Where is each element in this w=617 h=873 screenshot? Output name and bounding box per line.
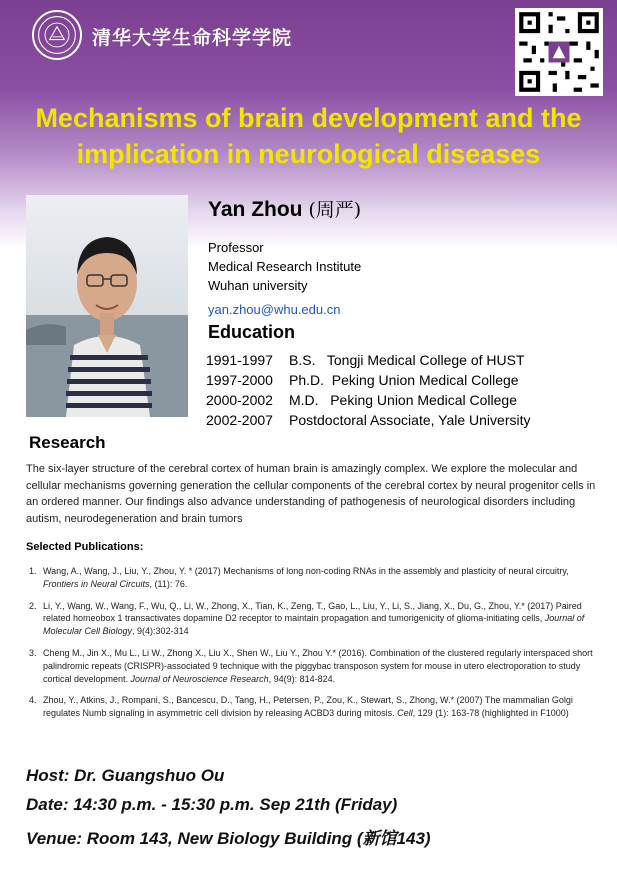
education-item <box>206 390 531 410</box>
talk-title <box>0 100 617 172</box>
publication-number: 4. <box>29 695 37 706</box>
publication-rest: , (11): 76. <box>149 578 188 589</box>
publication-item <box>26 565 594 591</box>
education-item <box>206 350 531 370</box>
speaker-department: Medical Research Institute <box>208 259 362 274</box>
education-heading: Education <box>208 322 296 342</box>
publication-citation <box>43 694 594 720</box>
title-line-2: implication in neurological diseases <box>76 139 541 169</box>
publication-number: 1. <box>29 566 37 576</box>
publication-journal: Frontiers in Neural Circuits <box>43 578 150 589</box>
education-years: 2000-2002 <box>206 392 273 408</box>
speaker-name <box>208 195 361 222</box>
publication-text: Wang, A., Wang, J., Liu, Y., Zhou, Y. * (2017) Mechanisms of long non-coding RNAs in the assembly and plasticity of neural circuitry, <box>43 566 569 576</box>
speaker-position: Professor <box>208 240 264 255</box>
speaker-name-en: Yan Zhou <box>208 198 303 221</box>
publication-text: Li, Y., Wang, W., Wang, F., Wu, Q., Li, W., Zhong, X., Tian, K., Zeng, T., Gao, L., Liu, Y., Li, S., Jiang, X., Du, G., Zhou, Y.* (2017) Paired related homeobox 1 transactivates dopamine D2 receptor to maintain propagation and tumorigenicity of glioma-initiating cells, <box>43 600 582 624</box>
publication-journal: Journal of Molecular Cell Biology <box>43 613 585 637</box>
research-text: The six-layer structure of the cerebral cortex of human brain is amazingly complex. We explore the molecular and cellular mechanisms governing generation the cellular components of the cerebral cortex by neural progenitor cells in an ordered manner. Our findings also advance understanding of pathogenesis of neurological disorders including autism, neurodegeneration and brain tumors <box>26 463 596 525</box>
tsinghua-seal-icon <box>32 10 82 60</box>
education-detail: Ph.D. Peking Union Medical College <box>289 372 519 388</box>
publication-item <box>26 600 594 638</box>
event-venue: Venue: Room 143, New Biology Building (新馆143) <box>26 829 431 848</box>
education-item <box>206 410 531 430</box>
education-item <box>206 370 531 390</box>
publication-journal: Cell <box>397 708 413 719</box>
education-detail: M.D. Peking Union Medical College <box>289 392 517 408</box>
education-years: 1991-1997 <box>206 352 273 368</box>
publication-rest: , 129 (1): 163-78 (highlighted in F1000) <box>412 708 569 719</box>
publication-citation <box>43 647 594 685</box>
speaker-photo <box>26 195 188 417</box>
speaker-email-link[interactable]: yan.zhou@whu.edu.cn <box>208 302 341 317</box>
publication-number: 2. <box>29 600 37 611</box>
publication-item <box>26 647 594 685</box>
research-heading: Research <box>29 433 106 452</box>
publication-number: 3. <box>29 647 37 658</box>
publication-rest: , 9(4):302-314 <box>132 626 189 637</box>
education-list <box>206 350 531 430</box>
speaker-name-cn: (周严) <box>308 199 362 221</box>
publications-heading: Selected Publications: <box>26 541 144 553</box>
publication-citation <box>43 565 594 591</box>
publication-item <box>26 694 594 720</box>
event-host: Host: Dr. Guangshuo Ou <box>26 766 225 785</box>
speaker-university: Wuhan university <box>208 278 308 293</box>
qr-code-icon[interactable] <box>515 8 603 96</box>
publication-journal: Journal of Neuroscience Research <box>130 673 269 684</box>
education-years: 1997-2000 <box>206 372 273 388</box>
publication-rest: , 94(9): 814-824. <box>268 673 336 684</box>
publication-text: Zhou, Y., Atkins, J., Rompani, S., Bancescu, D., Tang, H., Petersen, P., Zou, K., Stewart, S., Zhong, W.* (2007) The mammalian Golgi regulates Numb signaling in asymmetric cell division by releasing ACBD3 during mitosis. <box>43 695 573 719</box>
education-detail: B.S. Tongji Medical College of HUST <box>289 352 525 368</box>
publication-citation <box>43 600 594 638</box>
title-line-1: Mechanisms of brain development and the <box>35 103 582 133</box>
education-years: 2002-2007 <box>206 412 273 428</box>
publication-text: Cheng M., Jin X., Mu L., Li W., Zhong X., Liu X., Shen W., Liu Y., Zhou Y.* (2016). Combination of the clustered regularly interspaced short palindromic repeats (CRISPR)-associated 9 technique with the piggybac transposon system for mouse in utero electroporation to study cortical development. <box>43 647 593 684</box>
publication-list <box>26 565 594 720</box>
education-detail: Postdoctoral Associate, Yale University <box>289 412 531 428</box>
event-date: Date: 14:30 p.m. - 15:30 p.m. Sep 21th (Friday) <box>26 795 398 814</box>
school-name: 清华大学生命科学学院 <box>92 27 293 49</box>
